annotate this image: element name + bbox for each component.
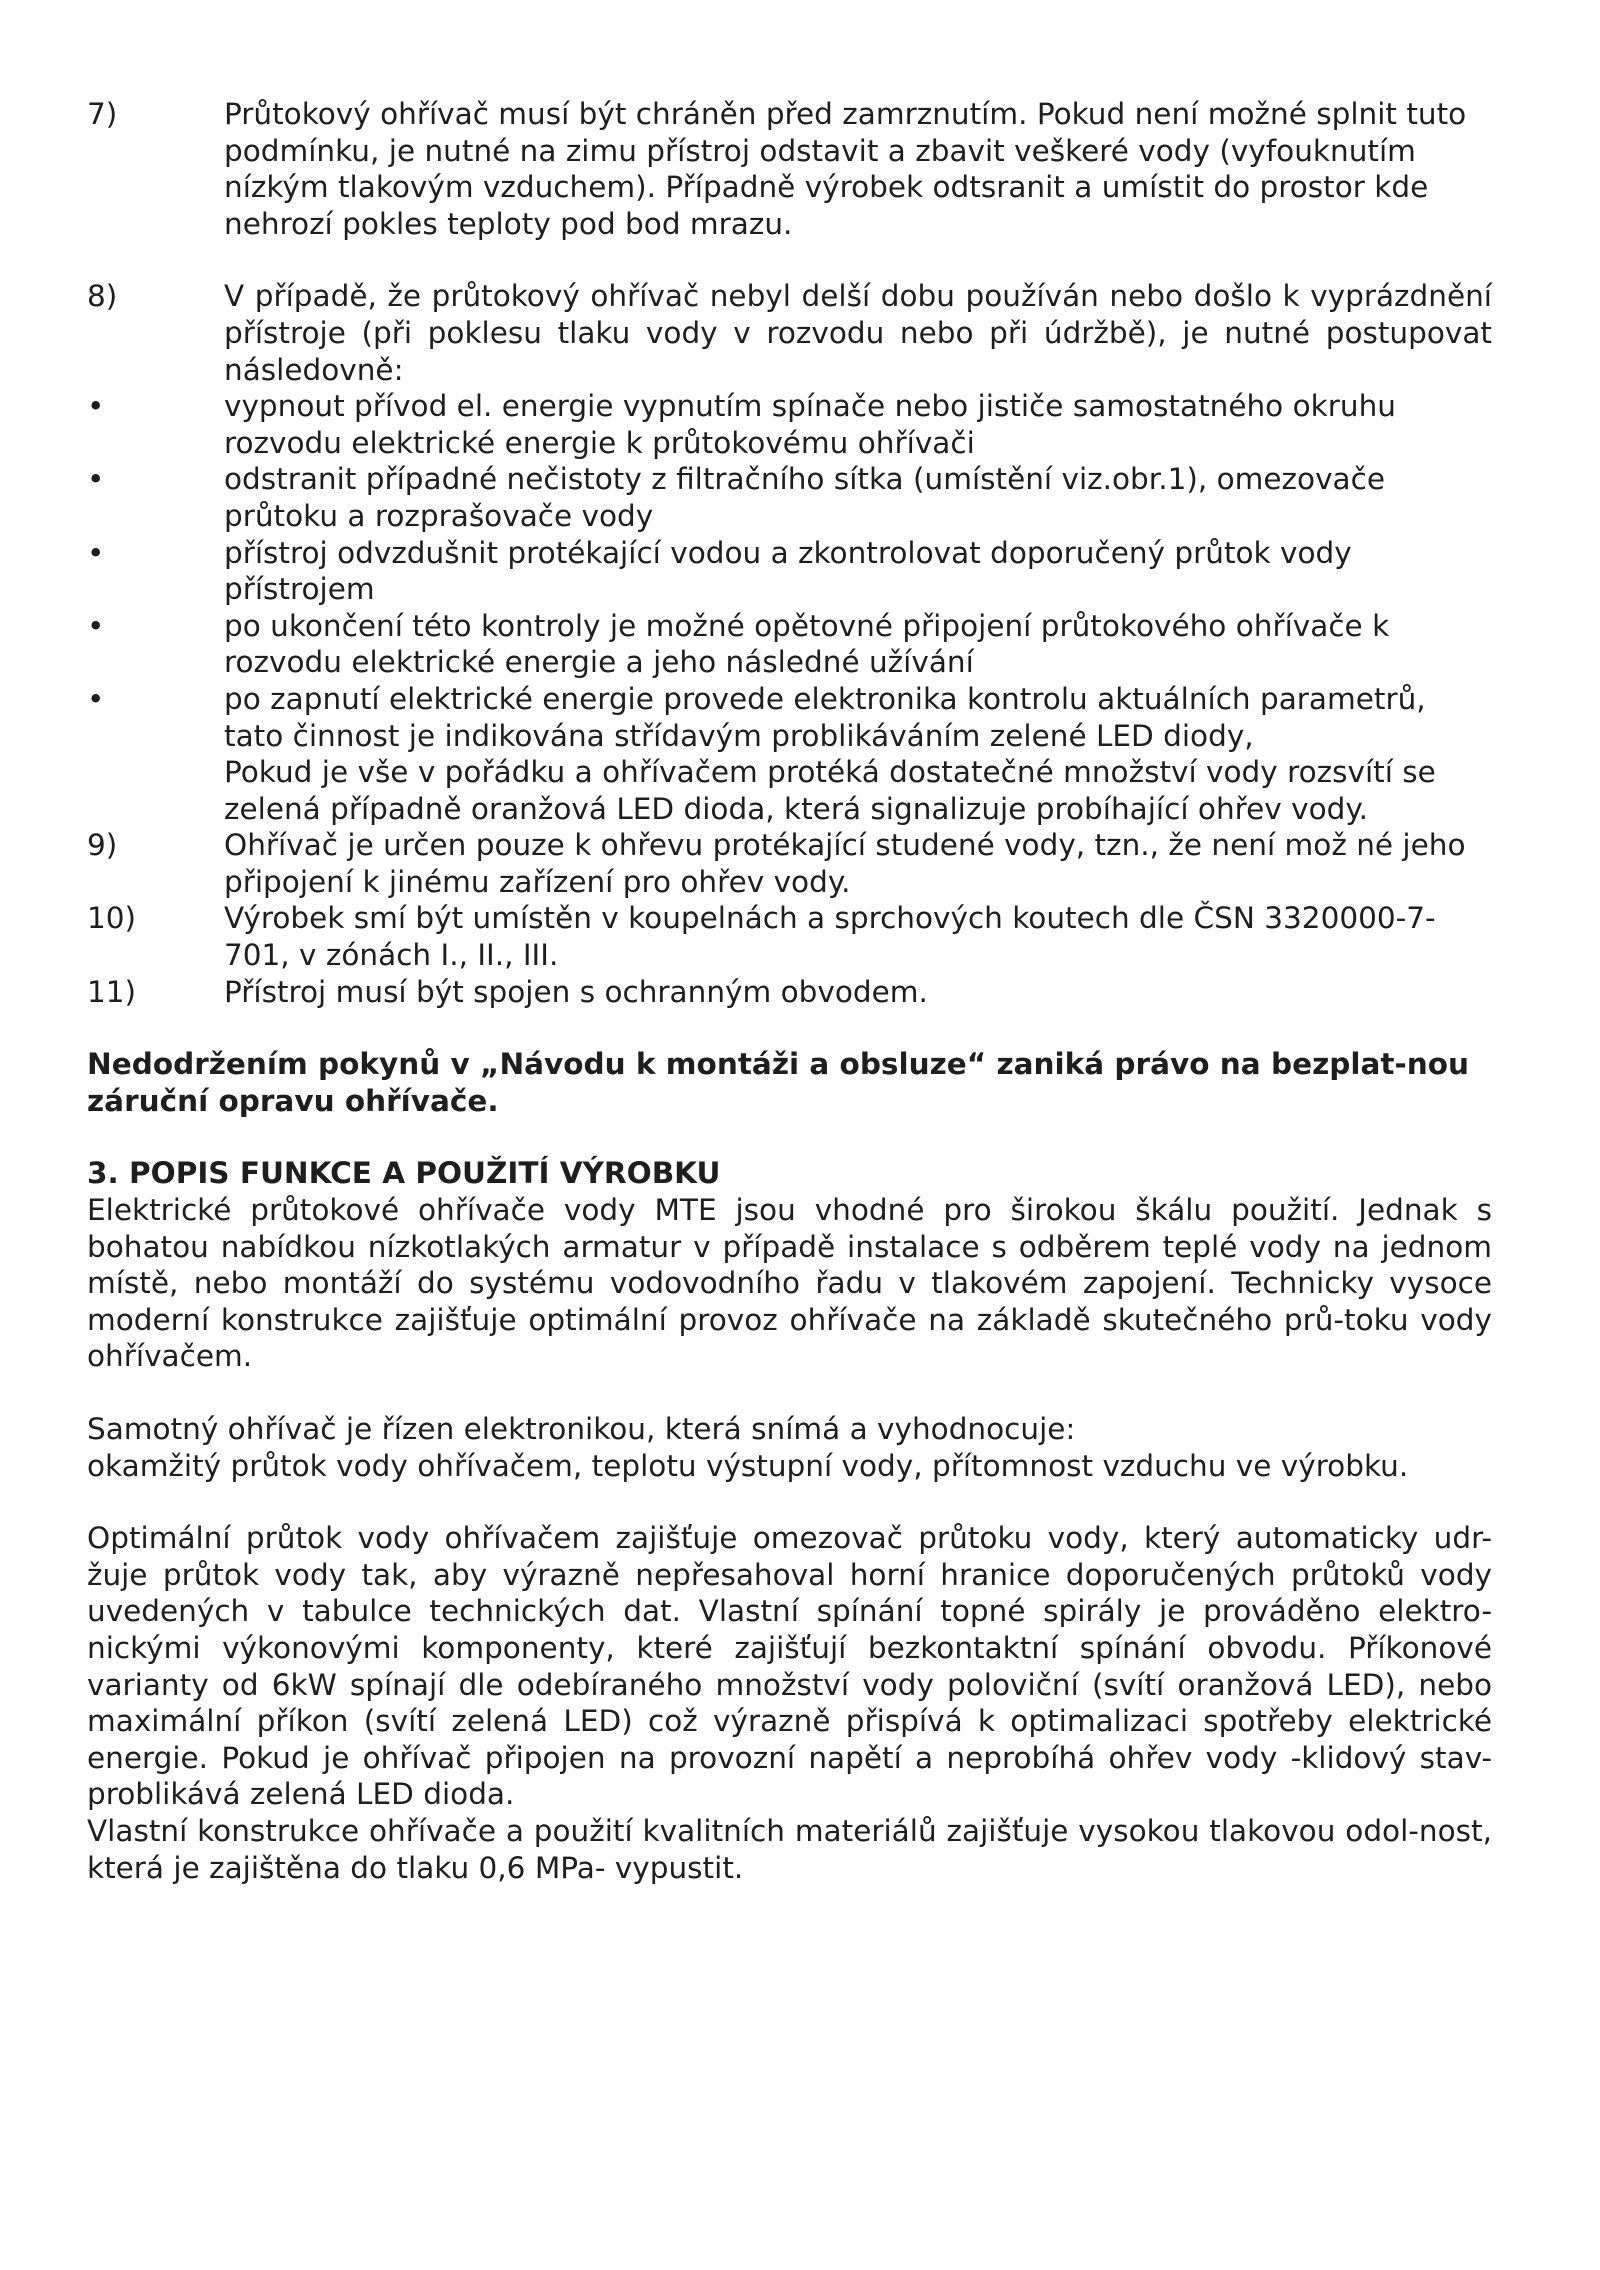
bullet-continuation: Pokud je vše v pořádku a ohřívačem protéká dostatečné množství vody rozsvítí se zelená případně oranžová LED dioda, která signalizuje probíhající ohřev vody. (224, 755, 1436, 826)
bullet-item (87, 535, 1492, 608)
item-10-text: Výrobek smí být umístěn v koupelnách a sprchových koutech dle ČSN 3320000-7-701, v zónách I., II., III. (224, 901, 1436, 973)
list-item-11 (87, 974, 1492, 1011)
bullet-item (87, 608, 1492, 681)
list-item-8 (87, 278, 1492, 388)
item-number: 8) (87, 279, 118, 314)
bullet-icon: • (87, 462, 105, 497)
spacer (87, 1375, 1492, 1411)
spacer (87, 1010, 1492, 1046)
bullet-text: odstranit případné nečistoty z filtračního sítka (umístění viz.obr.1), omezovače průtoku a rozprašovače vody (224, 462, 1385, 533)
bullet-text: po ukončení této kontroly je možné opětovné připojení průtokového ohřívače k rozvodu elektrické energie a jeho následné užívání (224, 608, 1390, 680)
bullet-text: po zapnutí elektrické energie provede elektronika kontrolu aktuálních parametrů, tato činnost je indikována střídavým problikáváním zelené LED diody, (224, 681, 1426, 753)
list-item-10 (87, 900, 1492, 973)
bullet-item (87, 681, 1492, 827)
item-number: 9) (87, 828, 118, 863)
warning-notice: Nedodržením pokynů v „Návodu k montáži a obsluze“ zaniká právo na bezplat-nou záruční opravu ohřívače. (87, 1047, 1469, 1118)
item-9-text: Ohřívač je určen pouze k ohřevu protékající studené vody, tzn., že není mož né jeho připojení k jinému zařízení pro ohřev vody. (224, 828, 1466, 899)
section-paragraph-3: Optimální průtok vody ohřívačem zajišťuje omezovač průtoku vody, který automaticky udr-žuje průtok vody tak, aby výrazně nepřesahoval horní hranice doporučených průtoků vody uvedených v tabulce technických dat. Vlastní spínání topné spirály je prováděno elektro-nickými výkonovými komponenty, které zajišťují bezkontaktní spínání obvodu. Příkonové varianty od 6kW spínají dle odebíraného množství vody poloviční (svítí oranžová LED), nebo maximální příkon (svítí zelená LED) což výrazně přispívá k optimalizaci spotřeby elektrické energie. Pokud je ohřívač připojen na provozní napětí a neprobíhá ohřev vody -klidový stav-problikává zelená LED dioda. (87, 1521, 1492, 1812)
spacer (87, 1119, 1492, 1155)
section-paragraph-4: Vlastní konstrukce ohřívače a použití kvalitních materiálů zajišťuje vysokou tlakovou odol-nost, která je zajištěna do tlaku 0,6 MPa- vypustit. (87, 1813, 1492, 1885)
bullet-text: vypnout přívod el. energie vypnutím spínače nebo jističe samostatného okruhu rozvodu elektrické energie k průtokovému ohřívači (224, 389, 1396, 460)
item-number: 10) (87, 901, 137, 936)
list-item-9 (87, 827, 1492, 900)
item-number: 11) (87, 974, 137, 1009)
section-heading: 3. POPIS FUNKCE A POUŽITÍ VÝROBKU (87, 1156, 721, 1191)
bullet-item (87, 461, 1492, 534)
bullet-item (87, 388, 1492, 461)
item-11-text: Přístroj musí být spojen s ochranným obvodem. (224, 974, 928, 1009)
bullet-icon: • (87, 535, 105, 570)
bullet-icon: • (87, 681, 105, 716)
section-paragraph-2b: okamžitý průtok vody ohřívačem, teplotu výstupní vody, přítomnost vzduchu ve výrobku. (87, 1448, 1409, 1483)
spacer (87, 1484, 1492, 1520)
bullet-text: přístroj odvzdušnit protékající vodou a zkontrolovat doporučený průtok vody přístrojem (224, 535, 1352, 607)
bullet-icon: • (87, 389, 105, 424)
item-8-intro: V případě, že průtokový ohřívač nebyl delší dobu používán nebo došlo k vyprázdnění přístroje (při poklesu tlaku vody v rozvodu nebo při údržbě), je nutné postupovat následovně: (224, 279, 1492, 387)
bullet-icon: • (87, 608, 105, 643)
item-7-text: Průtokový ohřívač musí být chráněn před zamrznutím. Pokud není možné splnit tuto podmínku, je nutné na zimu přístroj odstavit a zbavit veškeré vody (vyfouknutím nízkým tlakovým vzduchem). Případně výrobek odtsranit a umístit do prostor kde nehrozí pokles teploty pod bod mrazu. (224, 97, 1467, 241)
list-item-7 (87, 96, 1492, 242)
section-paragraph-1: Elektrické průtokové ohřívače vody MTE jsou vhodné pro širokou škálu použití. Jednak s bohatou nabídkou nízkotlakých armatur v případě instalace s odběrem teplé vody na jednom místě, nebo montáží do systému vodovodního řadu v tlakovém zapojení. Technicky vysoce moderní konstrukce zajišťuje optimální provoz ohřívače na základě skutečného prů-toku vody ohřívačem. (87, 1193, 1492, 1374)
item-text (224, 278, 1492, 388)
spacer (87, 242, 1492, 278)
item-text (224, 96, 1492, 242)
section-paragraph-2a: Samotný ohřívač je řízen elektronikou, která snímá a vyhodnocuje: (87, 1412, 1076, 1446)
item-number: 7) (87, 97, 118, 131)
